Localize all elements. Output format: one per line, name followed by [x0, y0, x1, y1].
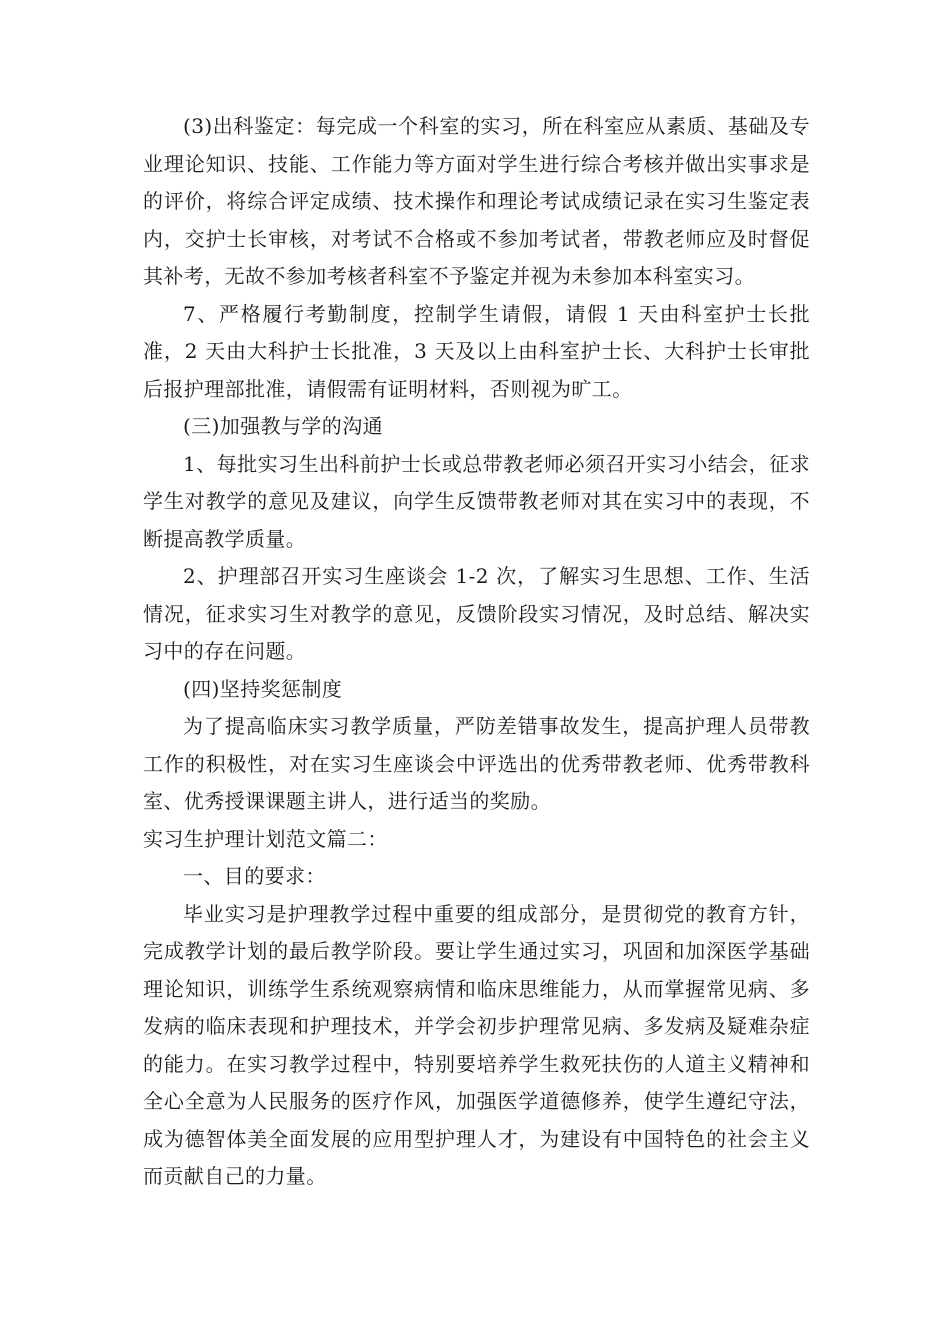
section-heading-rewards: (四)坚持奖惩制度 — [183, 676, 343, 701]
section-heading-communication: (三)加强教与学的沟通 — [183, 414, 384, 438]
paragraph-exit-appraisal: (3)出科鉴定：每完成一个科室的实习，所在科室应从素质、基础及专业理论知识、技能、工作能力等方面对学生进行综合考核并做出实事求是的评价，将综合评定成绩、技术操作和理论考试成绩记录在实习生鉴定表内，交护士长审核，对考试不合格或不参加考试者，带教老师应及时督促其补考，无故不参加考核者科室不予鉴定并视为未参加本科室实习。 — [143, 114, 810, 288]
document-body — [143, 108, 810, 1196]
paragraph-symposium: 2、护理部召开实习生座谈会 1-2 次，了解实习生思想、工作、生活情况，征求实习生对教学的意见，反馈阶段实习情况，及时总结、解决实习中的存在问题。 — [143, 564, 810, 663]
paragraph-summary-meeting: 1、每批实习生出科前护士长或总带教老师必须召开实习小结会，征求学生对教学的意见及建议，向学生反馈带教老师对其在实习中的表现，不断提高教学质量。 — [143, 451, 810, 551]
paragraph-attendance-rule: 7、严格履行考勤制度，控制学生请假，请假 1 天由科室护士长批准，2 天由大科护士长批准，3 天及以上由科室护士长、大科护士长审批后报护理部批准，请假需有证明材料，否则视为旷工。 — [143, 301, 810, 401]
section-heading-objectives: 一、目的要求： — [183, 864, 326, 888]
paragraph-objectives: 毕业实习是护理教学过程中重要的组成部分，是贯彻党的教育方针，完成教学计划的最后教学阶段。要让学生通过实习，巩固和加深医学基础理论知识，训练学生系统观察病情和临床思维能力，从而掌握常见病、多发病的临床表现和护理技术，并学会初步护理常见病、多发病及疑难杂症的能力。在实习教学过程中，特别要培养学生救死扶伤的人道主义精神和全心全意为人民服务的医疗作风，加强医学道德修养，使学生遵纪守法，成为德智体美全面发展的应用型护理人才，为建设有中国特色的社会主义而贡献自己的力量。 — [143, 901, 810, 1188]
paragraph-rewards: 为了提高临床实习教学质量，严防差错事故发生，提高护理人员带教工作的积极性，对在实习生座谈会中评选出的优秀带教老师、优秀带教科室、优秀授课课题主讲人，进行适当的奖励。 — [143, 714, 810, 813]
article-title-part-two: 实习生护理计划范文篇二： — [143, 826, 388, 851]
